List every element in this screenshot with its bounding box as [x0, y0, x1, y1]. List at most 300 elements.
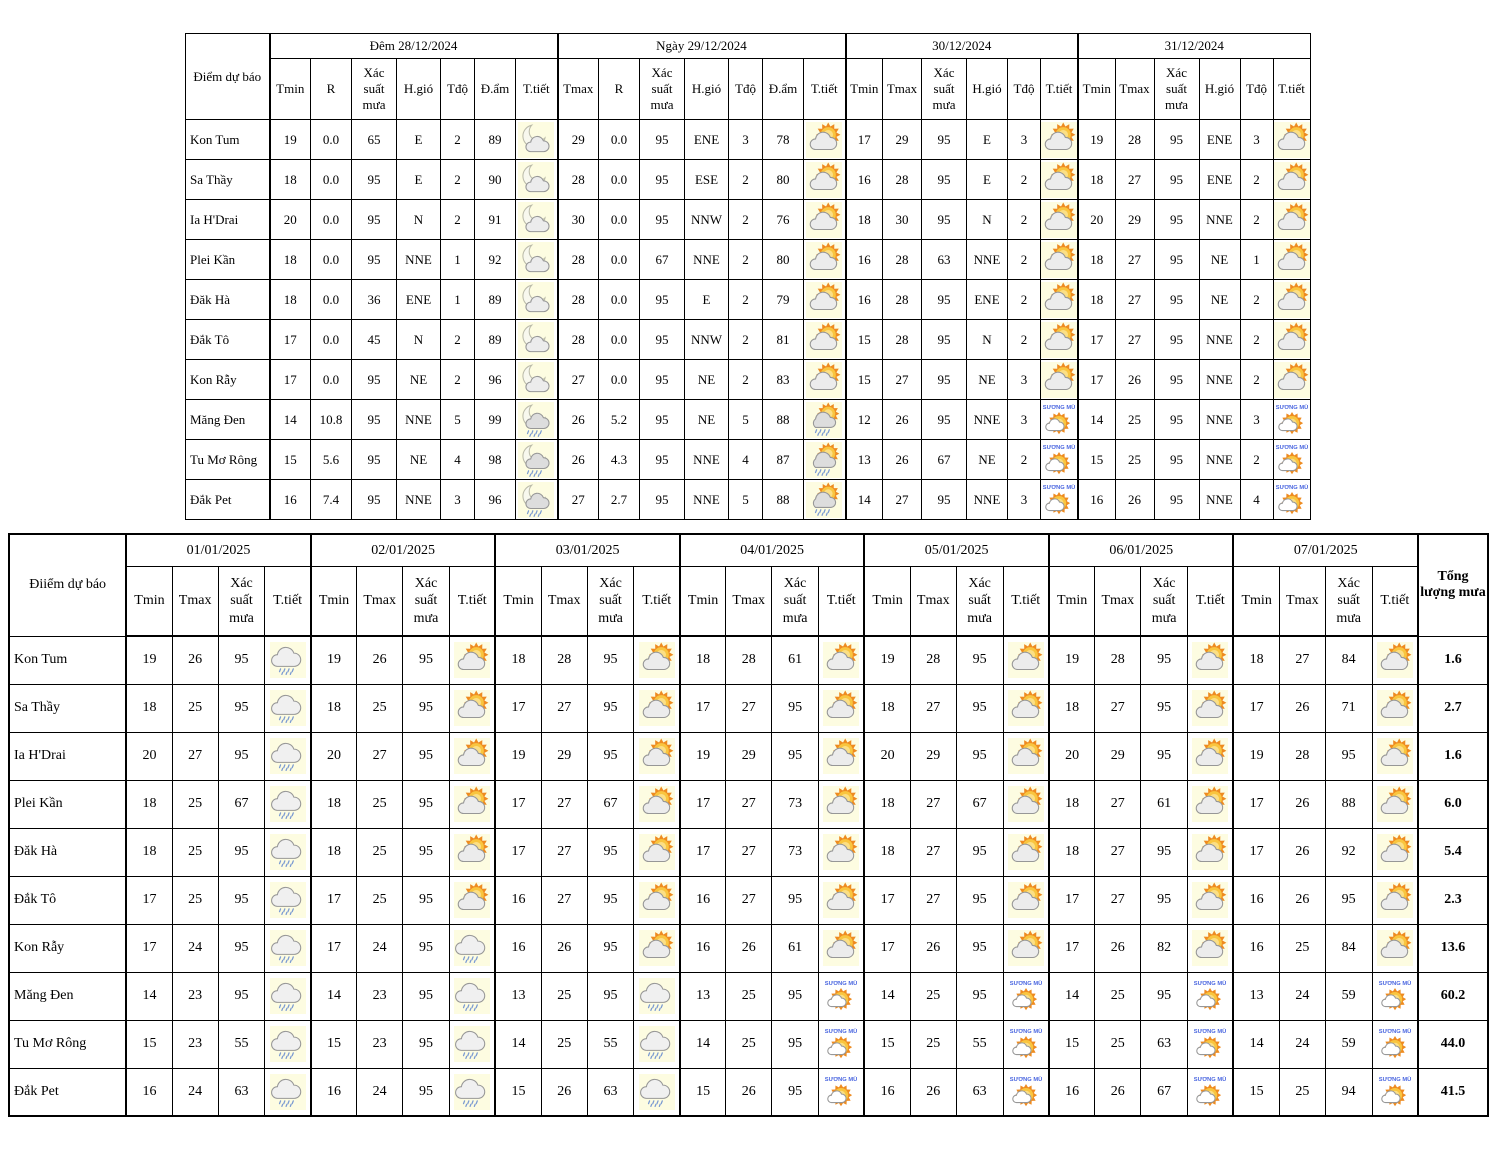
header-row-cols: [9, 567, 1488, 637]
value-cell: 20: [1049, 732, 1095, 780]
value-cell: 19: [270, 120, 311, 160]
forecast-row: [9, 684, 1488, 732]
value-cell: 95: [1154, 320, 1199, 360]
location-cell: Măng Đen: [186, 400, 270, 440]
weather-cell: [265, 684, 311, 732]
value-cell: 92: [475, 240, 516, 280]
value-cell: 91: [475, 200, 516, 240]
value-cell: 67: [218, 780, 265, 828]
value-cell: 2: [1240, 440, 1273, 480]
value-cell: 7.4: [311, 480, 352, 520]
weather-cell: [634, 636, 680, 684]
value-cell: 15: [311, 1020, 357, 1068]
col-header: T.tiết: [634, 567, 680, 637]
weather-cell: [804, 400, 846, 440]
col-header: Xác suất mưa: [352, 59, 397, 120]
value-cell: 2: [1008, 240, 1041, 280]
weather-cell: [1372, 732, 1418, 780]
col-header: Tmin: [311, 567, 357, 637]
value-cell: 55: [587, 1020, 634, 1068]
weather-cell: [1041, 480, 1079, 520]
sun-cloud-icon: [823, 738, 859, 774]
weather-cell: [634, 924, 680, 972]
col-header: Tmin: [1049, 567, 1095, 637]
value-cell: 79: [763, 280, 804, 320]
sun-cloud-icon: [823, 786, 859, 822]
sun-cloud-icon: [1008, 690, 1044, 726]
value-cell: 15: [270, 440, 311, 480]
value-cell: 28: [558, 320, 599, 360]
value-cell: 96: [475, 360, 516, 400]
value-cell: 95: [956, 924, 1003, 972]
svg-text:SƯƠNG MÙ: SƯƠNG MÙ: [1042, 444, 1076, 451]
weather-cell: [1003, 1068, 1049, 1116]
weather-cell: [1273, 160, 1310, 200]
value-cell: 18: [126, 780, 172, 828]
sun-cloud-icon: [1008, 642, 1044, 678]
value-cell: 24: [172, 924, 218, 972]
value-cell: 95: [1154, 440, 1199, 480]
value-cell: 25: [1115, 440, 1154, 480]
weather-cell: [819, 684, 865, 732]
col-header: Xác suất mưa: [640, 59, 685, 120]
value-cell: 95: [218, 636, 265, 684]
rain-cloud-icon: [270, 786, 306, 822]
value-cell: 95: [1325, 876, 1372, 924]
value-cell: 95: [1154, 480, 1199, 520]
col-header: Tmax: [910, 567, 956, 637]
value-cell: 28: [726, 636, 772, 684]
value-cell: NNE: [685, 240, 729, 280]
weather-cell: [1003, 972, 1049, 1020]
forecast-row: [186, 440, 1311, 480]
value-cell: 25: [910, 1020, 956, 1068]
sun-cloud-icon: [454, 882, 490, 918]
forecast-row: [186, 320, 1311, 360]
svg-text:SƯƠNG MÙ: SƯƠNG MÙ: [1009, 1029, 1042, 1036]
rain-cloud-icon: [270, 642, 306, 678]
moon-cloud-icon: [518, 122, 554, 158]
total-rain-cell: 2.7: [1418, 684, 1488, 732]
forecast-row: [186, 240, 1311, 280]
value-cell: 1: [441, 280, 475, 320]
value-cell: 16: [270, 480, 311, 520]
rain-cloud-icon: [454, 978, 490, 1014]
value-cell: 95: [352, 480, 397, 520]
value-cell: N: [397, 200, 441, 240]
sun-cloud-icon: [1041, 282, 1077, 318]
col-header: Xác suất mưa: [403, 567, 450, 637]
rain-cloud-icon: [270, 978, 306, 1014]
value-cell: 28: [883, 280, 922, 320]
location-cell: Plei Kần: [9, 780, 126, 828]
weather-cell: [804, 440, 846, 480]
value-cell: NNE: [1199, 440, 1240, 480]
weather-cell: [449, 1068, 495, 1116]
value-cell: 95: [640, 480, 685, 520]
value-cell: 14: [864, 972, 910, 1020]
value-cell: 59: [1325, 972, 1372, 1020]
moon-cloud-icon: [518, 282, 554, 318]
value-cell: 95: [403, 780, 450, 828]
col-header: Xác suất mưa: [587, 567, 634, 637]
value-cell: 19: [1078, 120, 1115, 160]
value-cell: 16: [846, 160, 883, 200]
value-cell: 0.0: [311, 320, 352, 360]
value-cell: 3: [1240, 400, 1273, 440]
value-cell: 27: [726, 828, 772, 876]
col-header: Tmin: [680, 567, 726, 637]
value-cell: 23: [172, 1020, 218, 1068]
value-cell: 24: [1279, 1020, 1325, 1068]
fog-sun-icon: [823, 1074, 859, 1110]
value-cell: 26: [357, 636, 403, 684]
weather-cell: [1372, 780, 1418, 828]
moon-cloud-icon: [518, 242, 554, 278]
value-cell: 28: [558, 160, 599, 200]
total-rain-cell: 5.4: [1418, 828, 1488, 876]
value-cell: 14: [1049, 972, 1095, 1020]
value-cell: 2: [1008, 160, 1041, 200]
rain-cloud-icon: [639, 978, 675, 1014]
value-cell: 27: [541, 780, 587, 828]
col-header: Tmin: [126, 567, 172, 637]
value-cell: NNE: [967, 400, 1008, 440]
col-header: Xác suất mưa: [956, 567, 1003, 637]
value-cell: 26: [883, 400, 922, 440]
sun-cloud-rain-icon: [806, 442, 842, 478]
weather-cell: [265, 780, 311, 828]
value-cell: 25: [1115, 400, 1154, 440]
value-cell: NNE: [967, 480, 1008, 520]
weather-cell: [449, 924, 495, 972]
value-cell: 2: [441, 120, 475, 160]
sun-cloud-icon: [639, 738, 675, 774]
col-header: Tmin: [864, 567, 910, 637]
value-cell: 45: [352, 320, 397, 360]
col-header: T.tiết: [1041, 59, 1079, 120]
value-cell: 61: [772, 636, 819, 684]
value-cell: 95: [587, 828, 634, 876]
total-rain-cell: 6.0: [1418, 780, 1488, 828]
value-cell: 95: [587, 684, 634, 732]
value-cell: 73: [772, 828, 819, 876]
value-cell: 15: [680, 1068, 726, 1116]
value-cell: 19: [126, 636, 172, 684]
value-cell: 95: [640, 320, 685, 360]
value-cell: 30: [883, 200, 922, 240]
fog-sun-icon: [1008, 1026, 1044, 1062]
rain-cloud-icon: [454, 1026, 490, 1062]
moon-cloud-icon: [518, 202, 554, 238]
value-cell: 96: [475, 480, 516, 520]
fog-sun-icon: [1192, 1026, 1228, 1062]
value-cell: 28: [1279, 732, 1325, 780]
value-cell: 95: [640, 280, 685, 320]
fog-sun-icon: [1274, 442, 1310, 478]
sun-cloud-icon: [639, 786, 675, 822]
value-cell: 28: [558, 240, 599, 280]
value-cell: 0.0: [599, 120, 640, 160]
svg-text:SƯƠNG MÙ: SƯƠNG MÙ: [1194, 1076, 1227, 1083]
value-cell: 19: [864, 636, 910, 684]
value-cell: 87: [763, 440, 804, 480]
weather-cell: [1372, 828, 1418, 876]
fog-sun-icon: [1274, 482, 1310, 518]
sun-cloud-icon: [823, 834, 859, 870]
value-cell: 29: [1095, 732, 1141, 780]
rain-cloud-icon: [270, 690, 306, 726]
sun-cloud-icon: [1377, 642, 1413, 678]
weather-cell: [634, 684, 680, 732]
value-cell: 95: [1154, 240, 1199, 280]
value-cell: 26: [172, 636, 218, 684]
value-cell: NNE: [1199, 360, 1240, 400]
value-cell: 4.3: [599, 440, 640, 480]
value-cell: 24: [172, 1068, 218, 1116]
value-cell: 16: [864, 1068, 910, 1116]
value-cell: 76: [763, 200, 804, 240]
weather-cell: [1188, 876, 1234, 924]
value-cell: 25: [541, 1020, 587, 1068]
value-cell: 90: [475, 160, 516, 200]
weather-cell: [1041, 400, 1079, 440]
sun-cloud-icon: [1377, 786, 1413, 822]
value-cell: 95: [587, 876, 634, 924]
sun-cloud-icon: [1274, 282, 1310, 318]
moon-cloud-rain-icon: [518, 482, 554, 518]
value-cell: 95: [1154, 360, 1199, 400]
sun-cloud-icon: [639, 690, 675, 726]
sun-cloud-icon: [1377, 882, 1413, 918]
value-cell: 29: [910, 732, 956, 780]
value-cell: 25: [1279, 1068, 1325, 1116]
value-cell: 95: [403, 1020, 450, 1068]
value-cell: 26: [558, 440, 599, 480]
value-cell: 95: [218, 972, 265, 1020]
value-cell: 27: [558, 480, 599, 520]
fog-sun-icon: [1041, 402, 1077, 438]
weather-cell: [1188, 636, 1234, 684]
date-header: 04/01/2025: [680, 534, 865, 567]
value-cell: 95: [772, 732, 819, 780]
value-cell: 84: [1325, 636, 1372, 684]
value-cell: 18: [1049, 780, 1095, 828]
value-cell: 16: [846, 280, 883, 320]
col-header: Đ.ẩm: [475, 59, 516, 120]
moon-cloud-icon: [518, 162, 554, 198]
weather-cell: [1188, 972, 1234, 1020]
value-cell: 26: [883, 440, 922, 480]
weather-cell: [819, 1068, 865, 1116]
value-cell: 95: [1141, 972, 1188, 1020]
value-cell: 18: [680, 636, 726, 684]
location-cell: Đắk Tô: [9, 876, 126, 924]
value-cell: 98: [475, 440, 516, 480]
weather-cell: [1003, 780, 1049, 828]
location-cell: Ia H'Drai: [186, 200, 270, 240]
value-cell: 0.0: [599, 240, 640, 280]
value-cell: 29: [558, 120, 599, 160]
col-header: Tmin: [270, 59, 311, 120]
col-header: Đ.ẩm: [763, 59, 804, 120]
value-cell: 0.0: [311, 280, 352, 320]
value-cell: 95: [640, 200, 685, 240]
col-header: Tmax: [1279, 567, 1325, 637]
value-cell: 17: [311, 924, 357, 972]
value-cell: 13: [846, 440, 883, 480]
value-cell: 26: [1279, 876, 1325, 924]
sun-cloud-icon: [1377, 738, 1413, 774]
sun-cloud-icon: [1274, 242, 1310, 278]
rain-cloud-icon: [639, 1074, 675, 1110]
value-cell: 17: [846, 120, 883, 160]
sun-cloud-icon: [1041, 162, 1077, 198]
value-cell: 18: [126, 828, 172, 876]
col-header: Xác suất mưa: [218, 567, 265, 637]
value-cell: 27: [910, 780, 956, 828]
total-rain-cell: 44.0: [1418, 1020, 1488, 1068]
value-cell: 95: [956, 732, 1003, 780]
weather-cell: [1003, 732, 1049, 780]
sun-cloud-icon: [1192, 642, 1228, 678]
col-header: Tđộ: [441, 59, 475, 120]
value-cell: 16: [680, 876, 726, 924]
sun-cloud-icon: [806, 162, 842, 198]
weather-cell: [1003, 636, 1049, 684]
svg-text:SƯƠNG MÙ: SƯƠNG MÙ: [1009, 981, 1042, 988]
value-cell: 17: [126, 924, 172, 972]
value-cell: 61: [772, 924, 819, 972]
value-cell: 25: [726, 972, 772, 1020]
value-cell: 95: [587, 972, 634, 1020]
col-header: Tđộ: [1240, 59, 1273, 120]
value-cell: 26: [1279, 828, 1325, 876]
weather-cell: [804, 360, 846, 400]
forecast-row: [9, 876, 1488, 924]
value-cell: 16: [311, 1068, 357, 1116]
value-cell: 61: [1141, 780, 1188, 828]
col-header: Tđộ: [729, 59, 763, 120]
col-header: Tmax: [1095, 567, 1141, 637]
col-header: Tmax: [541, 567, 587, 637]
weather-cell: [265, 972, 311, 1020]
weather-cell: [1188, 924, 1234, 972]
fog-sun-icon: [1377, 1074, 1413, 1110]
value-cell: 20: [270, 200, 311, 240]
value-cell: 2: [441, 160, 475, 200]
sun-cloud-icon: [639, 882, 675, 918]
value-cell: 24: [357, 1068, 403, 1116]
col-header: Tmax: [1115, 59, 1154, 120]
weather-cell: [449, 684, 495, 732]
sun-cloud-icon: [454, 690, 490, 726]
value-cell: 25: [541, 972, 587, 1020]
sun-cloud-icon: [806, 282, 842, 318]
col-header: Tmax: [172, 567, 218, 637]
weather-cell: [804, 240, 846, 280]
value-cell: 95: [922, 400, 967, 440]
weather-cell: [516, 200, 558, 240]
value-cell: 26: [1279, 684, 1325, 732]
sun-cloud-icon: [1192, 786, 1228, 822]
value-cell: 3: [441, 480, 475, 520]
location-cell: Sa Thầy: [9, 684, 126, 732]
weather-cell: [634, 828, 680, 876]
value-cell: NNE: [1199, 480, 1240, 520]
value-cell: 2: [1240, 360, 1273, 400]
value-cell: 88: [763, 480, 804, 520]
weather-cell: [1372, 1068, 1418, 1116]
value-cell: 15: [846, 360, 883, 400]
col-header: T.tiết: [804, 59, 846, 120]
value-cell: NE: [685, 400, 729, 440]
value-cell: 14: [495, 1020, 541, 1068]
value-cell: 27: [558, 360, 599, 400]
location-cell: Sa Thầy: [186, 160, 270, 200]
value-cell: 95: [640, 160, 685, 200]
weather-cell: [1372, 876, 1418, 924]
col-header: T.tiết: [516, 59, 558, 120]
value-cell: 18: [1078, 240, 1115, 280]
value-cell: 23: [357, 972, 403, 1020]
weather-cell: [1273, 320, 1310, 360]
value-cell: 92: [1325, 828, 1372, 876]
sun-cloud-icon: [823, 690, 859, 726]
value-cell: 95: [772, 1020, 819, 1068]
moon-cloud-rain-icon: [518, 442, 554, 478]
value-cell: 14: [680, 1020, 726, 1068]
value-cell: 2: [1008, 280, 1041, 320]
value-cell: 2: [729, 320, 763, 360]
value-cell: 55: [218, 1020, 265, 1068]
value-cell: 3: [1008, 400, 1041, 440]
col-header: Tmin: [1233, 567, 1279, 637]
value-cell: 4: [1240, 480, 1273, 520]
value-cell: 19: [680, 732, 726, 780]
value-cell: 17: [1233, 828, 1279, 876]
weather-cell: [516, 280, 558, 320]
value-cell: 1: [1240, 240, 1273, 280]
value-cell: 27: [541, 876, 587, 924]
value-cell: 25: [357, 828, 403, 876]
weather-cell: [1273, 240, 1310, 280]
weather-cell: [1372, 972, 1418, 1020]
value-cell: 65: [352, 120, 397, 160]
value-cell: 25: [172, 684, 218, 732]
value-cell: NNE: [1199, 200, 1240, 240]
value-cell: 17: [126, 876, 172, 924]
weather-cell: [819, 1020, 865, 1068]
value-cell: 78: [763, 120, 804, 160]
location-cell: Kon Tum: [9, 636, 126, 684]
value-cell: 95: [403, 972, 450, 1020]
value-cell: 95: [956, 828, 1003, 876]
value-cell: 20: [126, 732, 172, 780]
sun-cloud-icon: [1274, 362, 1310, 398]
value-cell: 18: [864, 828, 910, 876]
value-cell: 2: [729, 280, 763, 320]
sun-cloud-icon: [454, 786, 490, 822]
value-cell: 95: [352, 240, 397, 280]
value-cell: 27: [1095, 828, 1141, 876]
value-cell: 17: [270, 320, 311, 360]
value-cell: 95: [956, 876, 1003, 924]
col-header: Xác suất mưa: [1141, 567, 1188, 637]
weather-cell: [804, 200, 846, 240]
value-cell: 67: [956, 780, 1003, 828]
fog-sun-icon: [1192, 1074, 1228, 1110]
